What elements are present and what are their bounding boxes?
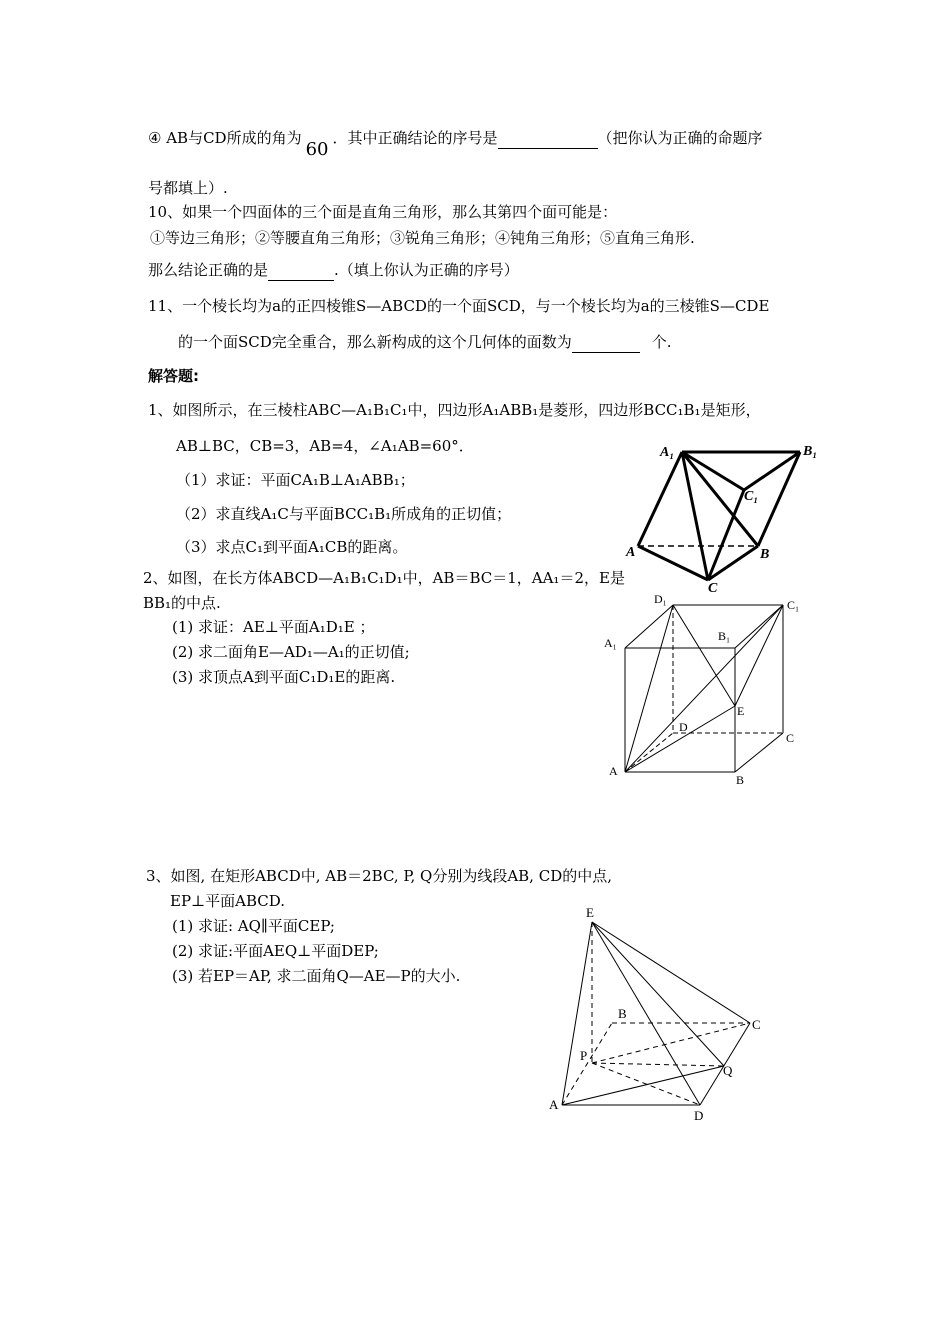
p2-sub3: (3) 求顶点A到平面C₁D₁E的距离. (172, 668, 396, 686)
p2-label-c1: C₁ (787, 598, 800, 612)
p2-label-e: E (737, 704, 745, 718)
q9-part4-line (148, 128, 763, 160)
q10-ask-pre: 那么结论正确的是 (148, 261, 269, 279)
p3-label-c: C (752, 1017, 761, 1032)
p3-stem: 3、如图, 在矩形ABCD中, AB＝2BC, P, Q分别为线段AB, CD的中点, (146, 867, 612, 885)
p1-label-c1: C₁ (744, 489, 759, 504)
p2-label-d: D (679, 720, 688, 734)
p3-sub2: (2) 求证:平面AEQ⊥平面DEP; (172, 942, 379, 960)
p2-label-b: B (736, 773, 745, 787)
q9-part4-post: ．其中正确结论的序号是 (332, 129, 498, 147)
q11-line2 (178, 332, 672, 353)
q10-stem: 10、如果一个四面体的三个面是直角三角形，那么其第四个面可能是： (148, 203, 618, 221)
p3-label-q: Q (723, 1063, 733, 1078)
p3-sub3: (3) 若EP＝AP, 求二面角Q—AE—P的大小. (172, 967, 461, 985)
p1-label-c: C (708, 581, 718, 596)
q11-answer-blank[interactable] (572, 332, 640, 353)
p2-stem2: BB₁的中点. (143, 594, 221, 612)
q11-line2-post: 个. (651, 333, 672, 351)
q10-ask-post: .（填上你认为正确的序号） (334, 261, 519, 279)
p2-label-a: A (609, 764, 618, 778)
p3-stem2: EP⊥平面ABCD. (170, 892, 286, 910)
p1-sub3: （3）求点C₁到平面A₁CB的距离。 (176, 538, 408, 556)
p2-label-d1: D₁ (654, 592, 667, 606)
p1-label-a1: A₁ (660, 445, 675, 460)
q9-part4-end-line: 号都填上）. (148, 179, 228, 197)
p3-label-b: B (618, 1006, 627, 1021)
p1-sub1: （1）求证：平面CA₁B⊥A₁ABB₁； (176, 471, 415, 489)
p1-condition: AB⊥BC，CB=3，AB=4，∠A₁AB=60°． (176, 437, 474, 455)
p1-label-b1: B₁ (803, 444, 818, 459)
p2-stem: 2、如图，在长方体ABCD—A₁B₁C₁D₁中，AB＝BC＝1，AA₁＝2，E是 (143, 569, 625, 587)
p2-sub1: (1) 求证：AE⊥平面A₁D₁E ； (172, 618, 375, 636)
q10-options: ①等边三角形；②等腰直角三角形；③锐角三角形；④钝角三角形；⑤直角三角形. (150, 229, 695, 247)
p3-label-d: D (694, 1108, 704, 1123)
p1-sub2: （2）求直线A₁C与平面BCC₁B₁所成角的正切值； (176, 505, 512, 523)
q9-angle-value: 60 (305, 139, 329, 160)
p1-prism-figure (620, 438, 830, 596)
p2-label-c: C (786, 731, 795, 745)
p1-label-a: A (626, 545, 636, 560)
q10-answer-blank[interactable] (268, 260, 334, 281)
p3-label-p: P (580, 1048, 588, 1063)
p3-sub1: (1) 求证: AQ∥平面CEP; (172, 917, 335, 935)
q10-ask (148, 260, 519, 281)
p2-sub2: (2) 求二面角E—AD₁—A₁的正切值; (172, 643, 410, 661)
q9-part4-pre: ④ AB与CD所成的角为 (148, 129, 302, 147)
p3-label-a: A (549, 1097, 559, 1112)
q9-answer-blank[interactable] (498, 128, 598, 149)
p1-label-b: B (760, 547, 770, 562)
p3-pyramid-figure (545, 900, 770, 1125)
q11-line1: 11、一个棱长均为a的正四棱锥S—ABCD的一个面SCD，与一个棱长均为a的三棱锥S—CDE (148, 297, 770, 315)
section-title: 解答题: (148, 367, 199, 385)
p2-cuboid-figure (600, 590, 810, 790)
q9-part4-end: （把你认为正确的命题序 (597, 129, 763, 147)
p2-label-a1: A₁ (604, 636, 617, 650)
p2-label-b1: B₁ (718, 629, 731, 643)
q11-line2-pre: 的一个面SCD完全重合，那么新构成的这个几何体的面数为 (178, 333, 572, 351)
p1-stem: 1、如图所示，在三棱柱ABC—A₁B₁C₁中，四边形A₁ABB₁是菱形，四边形BCC₁B₁是矩形， (148, 401, 761, 419)
p3-label-e: E (586, 905, 594, 920)
